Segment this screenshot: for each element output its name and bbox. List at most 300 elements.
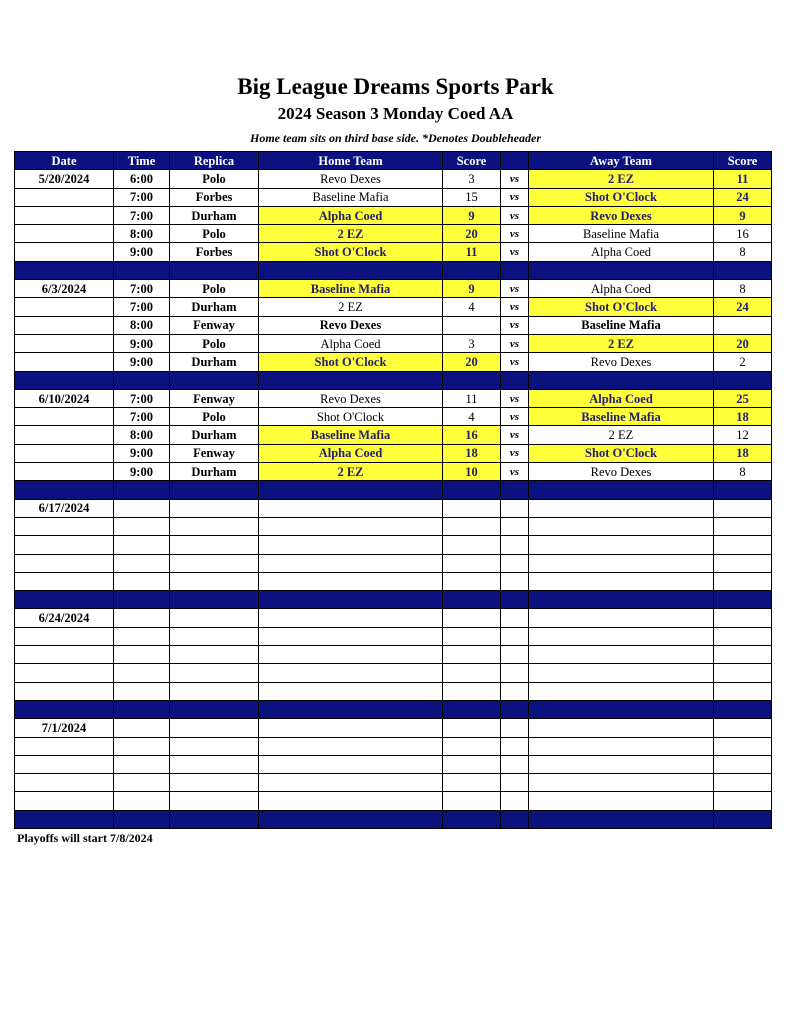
date-cell — [15, 646, 114, 664]
home-team-cell: Alpha Coed — [259, 206, 443, 224]
table-header — [15, 152, 772, 170]
separator-cell — [714, 371, 772, 389]
separator-cell — [501, 261, 529, 279]
date-cell — [15, 298, 114, 316]
table-row — [15, 353, 772, 371]
separator-cell — [170, 810, 259, 828]
time-cell: 9:00 — [114, 334, 170, 352]
away-team-cell — [529, 627, 714, 645]
separator-cell — [259, 700, 443, 718]
home-team-cell — [259, 664, 443, 682]
date-cell — [15, 554, 114, 572]
date-cell — [15, 426, 114, 444]
vs-cell: vs — [501, 353, 529, 371]
away-team-cell — [529, 554, 714, 572]
away-score-cell: 12 — [714, 426, 772, 444]
away-score-cell — [714, 499, 772, 517]
field-cell: Durham — [170, 463, 259, 481]
home-score-cell — [443, 572, 501, 590]
separator-cell — [15, 810, 114, 828]
field-cell: Durham — [170, 206, 259, 224]
home-team-cell: 2 EZ — [259, 463, 443, 481]
vs-cell: vs — [501, 426, 529, 444]
vs-cell — [501, 682, 529, 700]
playoffs-note: Playoffs will start 7/8/2024 — [17, 831, 153, 845]
field-cell — [170, 664, 259, 682]
separator-cell — [714, 481, 772, 499]
time-cell — [114, 774, 170, 792]
home-team-cell: Baseline Mafia — [259, 188, 443, 206]
field-cell — [170, 646, 259, 664]
home-score-cell — [443, 664, 501, 682]
field-cell — [170, 554, 259, 572]
separator-cell — [443, 481, 501, 499]
date-cell — [15, 408, 114, 426]
separator-cell — [443, 810, 501, 828]
date-cell: 6/24/2024 — [15, 609, 114, 627]
separator-cell — [114, 700, 170, 718]
table-row — [15, 737, 772, 755]
week-separator-row — [15, 261, 772, 279]
separator-cell — [501, 371, 529, 389]
away-team-cell — [529, 536, 714, 554]
field-cell — [170, 499, 259, 517]
date-cell — [15, 627, 114, 645]
vs-cell — [501, 664, 529, 682]
time-cell: 9:00 — [114, 243, 170, 261]
separator-cell — [259, 481, 443, 499]
away-score-cell — [714, 719, 772, 737]
home-score-cell: 18 — [443, 444, 501, 462]
away-score-cell — [714, 316, 772, 334]
home-score-cell: 9 — [443, 280, 501, 298]
date-cell — [15, 353, 114, 371]
field-cell — [170, 719, 259, 737]
separator-cell — [15, 481, 114, 499]
home-team-cell: Baseline Mafia — [259, 426, 443, 444]
separator-cell — [114, 810, 170, 828]
home-score-cell: 11 — [443, 389, 501, 407]
field-cell — [170, 774, 259, 792]
away-team-cell — [529, 792, 714, 810]
date-cell — [15, 536, 114, 554]
table-row — [15, 554, 772, 572]
table-row — [15, 719, 772, 737]
field-cell — [170, 627, 259, 645]
vs-cell: vs — [501, 206, 529, 224]
home-score-cell: 10 — [443, 463, 501, 481]
time-cell: 7:00 — [114, 206, 170, 224]
home-team-cell: 2 EZ — [259, 298, 443, 316]
time-cell — [114, 536, 170, 554]
field-cell: Polo — [170, 170, 259, 188]
home-team-cell: Alpha Coed — [259, 444, 443, 462]
date-cell: 5/20/2024 — [15, 170, 114, 188]
time-cell — [114, 646, 170, 664]
table-row — [15, 755, 772, 773]
home-team-cell — [259, 554, 443, 572]
separator-cell — [714, 810, 772, 828]
away-team-cell: Revo Dexes — [529, 353, 714, 371]
table-row — [15, 664, 772, 682]
table-row — [15, 298, 772, 316]
date-cell: 6/10/2024 — [15, 389, 114, 407]
date-cell — [15, 188, 114, 206]
home-team-cell — [259, 517, 443, 535]
away-score-cell: 8 — [714, 243, 772, 261]
home-team-cell — [259, 627, 443, 645]
home-team-cell — [259, 682, 443, 700]
away-team-cell: Revo Dexes — [529, 463, 714, 481]
table-row — [15, 444, 772, 462]
page-subtitle: 2024 Season 3 Monday Coed AA — [277, 104, 514, 123]
table-row — [15, 682, 772, 700]
home-team-cell: Alpha Coed — [259, 334, 443, 352]
date-cell — [15, 206, 114, 224]
separator-cell — [259, 810, 443, 828]
time-cell — [114, 682, 170, 700]
time-cell: 7:00 — [114, 280, 170, 298]
away-score-cell: 8 — [714, 463, 772, 481]
home-team-cell — [259, 609, 443, 627]
table-row — [15, 316, 772, 334]
home-team-cell — [259, 572, 443, 590]
home-score-cell — [443, 627, 501, 645]
table-row — [15, 536, 772, 554]
away-score-cell: 18 — [714, 444, 772, 462]
date-cell: 7/1/2024 — [15, 719, 114, 737]
table-row — [15, 334, 772, 352]
home-team-cell — [259, 755, 443, 773]
away-score-cell — [714, 646, 772, 664]
time-cell — [114, 609, 170, 627]
time-cell: 9:00 — [114, 444, 170, 462]
away-team-cell: Shot O'Clock — [529, 188, 714, 206]
home-score-cell: 20 — [443, 225, 501, 243]
separator-cell — [15, 371, 114, 389]
separator-cell — [501, 591, 529, 609]
away-score-cell — [714, 554, 772, 572]
time-cell: 8:00 — [114, 426, 170, 444]
home-score-cell: 3 — [443, 334, 501, 352]
separator-cell — [529, 261, 714, 279]
date-cell — [15, 517, 114, 535]
vs-cell — [501, 719, 529, 737]
away-team-cell — [529, 609, 714, 627]
away-score-cell — [714, 572, 772, 590]
separator-cell — [170, 261, 259, 279]
column-header-away-team: Away Team — [529, 152, 714, 170]
field-cell — [170, 755, 259, 773]
table-row — [15, 572, 772, 590]
date-cell — [15, 463, 114, 481]
time-cell — [114, 572, 170, 590]
vs-cell: vs — [501, 334, 529, 352]
away-score-cell — [714, 792, 772, 810]
away-team-cell — [529, 682, 714, 700]
separator-cell — [114, 481, 170, 499]
time-cell — [114, 517, 170, 535]
schedule-table — [14, 151, 772, 829]
time-cell — [114, 737, 170, 755]
field-cell — [170, 792, 259, 810]
table-row — [15, 646, 772, 664]
field-cell: Polo — [170, 225, 259, 243]
vs-cell — [501, 554, 529, 572]
date-cell: 6/17/2024 — [15, 499, 114, 517]
home-score-cell — [443, 755, 501, 773]
field-cell — [170, 572, 259, 590]
week-separator-row — [15, 371, 772, 389]
home-score-cell: 9 — [443, 206, 501, 224]
table-row — [15, 792, 772, 810]
home-score-cell: 4 — [443, 408, 501, 426]
away-team-cell: Shot O'Clock — [529, 444, 714, 462]
separator-cell — [170, 700, 259, 718]
away-score-cell: 24 — [714, 188, 772, 206]
separator-cell — [529, 481, 714, 499]
away-team-cell — [529, 572, 714, 590]
date-cell — [15, 572, 114, 590]
time-cell — [114, 719, 170, 737]
vs-cell: vs — [501, 243, 529, 261]
separator-cell — [501, 810, 529, 828]
separator-cell — [529, 810, 714, 828]
date-cell — [15, 737, 114, 755]
home-score-cell — [443, 609, 501, 627]
away-score-cell — [714, 737, 772, 755]
time-cell: 6:00 — [114, 170, 170, 188]
date-cell — [15, 334, 114, 352]
column-header-home-score: Score — [443, 152, 501, 170]
column-header-replica: Replica — [170, 152, 259, 170]
home-score-cell — [443, 792, 501, 810]
separator-cell — [443, 261, 501, 279]
home-score-cell — [443, 517, 501, 535]
date-cell — [15, 444, 114, 462]
vs-cell: vs — [501, 316, 529, 334]
date-cell — [15, 243, 114, 261]
field-cell: Polo — [170, 334, 259, 352]
vs-cell — [501, 517, 529, 535]
time-cell: 7:00 — [114, 408, 170, 426]
table-row — [15, 206, 772, 224]
time-cell — [114, 664, 170, 682]
table-row — [15, 426, 772, 444]
vs-cell — [501, 627, 529, 645]
away-score-cell: 2 — [714, 353, 772, 371]
time-cell — [114, 554, 170, 572]
home-team-cell: Shot O'Clock — [259, 408, 443, 426]
away-team-cell: Baseline Mafia — [529, 225, 714, 243]
away-score-cell: 11 — [714, 170, 772, 188]
home-team-cell — [259, 719, 443, 737]
column-header-date: Date — [15, 152, 114, 170]
vs-cell — [501, 774, 529, 792]
date-cell — [15, 225, 114, 243]
home-team-cell: Shot O'Clock — [259, 353, 443, 371]
home-score-cell: 16 — [443, 426, 501, 444]
table-row — [15, 280, 772, 298]
away-team-cell: Alpha Coed — [529, 389, 714, 407]
away-score-cell — [714, 755, 772, 773]
field-cell — [170, 517, 259, 535]
vs-cell: vs — [501, 408, 529, 426]
field-cell — [170, 737, 259, 755]
home-team-cell: Revo Dexes — [259, 316, 443, 334]
away-score-cell: 25 — [714, 389, 772, 407]
separator-cell — [259, 591, 443, 609]
away-score-cell — [714, 517, 772, 535]
vs-cell — [501, 499, 529, 517]
field-cell: Durham — [170, 353, 259, 371]
separator-cell — [259, 261, 443, 279]
separator-cell — [529, 591, 714, 609]
table-row — [15, 499, 772, 517]
away-score-cell: 18 — [714, 408, 772, 426]
away-score-cell — [714, 682, 772, 700]
column-header-time: Time — [114, 152, 170, 170]
week-separator-row — [15, 700, 772, 718]
away-score-cell — [714, 664, 772, 682]
vs-cell — [501, 755, 529, 773]
table-row — [15, 627, 772, 645]
away-score-cell: 24 — [714, 298, 772, 316]
date-cell — [15, 664, 114, 682]
vs-cell: vs — [501, 389, 529, 407]
separator-cell — [15, 261, 114, 279]
vs-cell: vs — [501, 225, 529, 243]
week-separator-row — [15, 591, 772, 609]
home-score-cell: 3 — [443, 170, 501, 188]
schedule-note: Home team sits on third base side. *Denotes Doubleheader — [250, 131, 541, 145]
home-score-cell — [443, 682, 501, 700]
date-cell — [15, 792, 114, 810]
home-score-cell: 11 — [443, 243, 501, 261]
field-cell: Fenway — [170, 389, 259, 407]
home-team-cell — [259, 536, 443, 554]
field-cell — [170, 536, 259, 554]
table-row — [15, 774, 772, 792]
time-cell — [114, 627, 170, 645]
home-team-cell: Revo Dexes — [259, 389, 443, 407]
field-cell: Durham — [170, 298, 259, 316]
time-cell: 7:00 — [114, 298, 170, 316]
date-cell — [15, 774, 114, 792]
away-team-cell — [529, 517, 714, 535]
away-team-cell — [529, 499, 714, 517]
table-row — [15, 170, 772, 188]
table-row — [15, 243, 772, 261]
vs-cell — [501, 792, 529, 810]
separator-cell — [114, 371, 170, 389]
separator-cell — [114, 261, 170, 279]
separator-cell — [259, 371, 443, 389]
away-team-cell: Revo Dexes — [529, 206, 714, 224]
separator-cell — [443, 591, 501, 609]
home-team-cell — [259, 646, 443, 664]
separator-cell — [443, 371, 501, 389]
home-team-cell: 2 EZ — [259, 225, 443, 243]
table-row — [15, 463, 772, 481]
away-team-cell: Alpha Coed — [529, 243, 714, 261]
date-cell — [15, 316, 114, 334]
away-team-cell — [529, 737, 714, 755]
home-team-cell: Revo Dexes — [259, 170, 443, 188]
away-score-cell: 9 — [714, 206, 772, 224]
away-score-cell — [714, 774, 772, 792]
table-row — [15, 609, 772, 627]
away-team-cell: 2 EZ — [529, 334, 714, 352]
time-cell: 7:00 — [114, 389, 170, 407]
date-cell — [15, 755, 114, 773]
field-cell: Polo — [170, 280, 259, 298]
separator-cell — [170, 371, 259, 389]
separator-cell — [15, 700, 114, 718]
time-cell — [114, 792, 170, 810]
away-score-cell — [714, 627, 772, 645]
page-title: Big League Dreams Sports Park — [237, 74, 554, 99]
home-team-cell — [259, 737, 443, 755]
time-cell: 8:00 — [114, 316, 170, 334]
separator-cell — [714, 591, 772, 609]
vs-cell — [501, 536, 529, 554]
away-team-cell — [529, 774, 714, 792]
home-score-cell — [443, 554, 501, 572]
away-team-cell: Alpha Coed — [529, 280, 714, 298]
home-score-cell: 4 — [443, 298, 501, 316]
home-team-cell — [259, 499, 443, 517]
home-team-cell — [259, 774, 443, 792]
field-cell: Durham — [170, 426, 259, 444]
vs-cell: vs — [501, 298, 529, 316]
home-score-cell: 20 — [443, 353, 501, 371]
separator-cell — [15, 591, 114, 609]
separator-cell — [170, 591, 259, 609]
vs-cell — [501, 646, 529, 664]
table-row — [15, 408, 772, 426]
vs-cell: vs — [501, 170, 529, 188]
vs-cell: vs — [501, 188, 529, 206]
away-team-cell: Baseline Mafia — [529, 316, 714, 334]
home-score-cell — [443, 646, 501, 664]
time-cell: 8:00 — [114, 225, 170, 243]
table-row — [15, 188, 772, 206]
home-team-cell: Shot O'Clock — [259, 243, 443, 261]
date-cell — [15, 682, 114, 700]
away-team-cell: 2 EZ — [529, 170, 714, 188]
field-cell: Fenway — [170, 444, 259, 462]
home-team-cell: Baseline Mafia — [259, 280, 443, 298]
home-score-cell — [443, 737, 501, 755]
column-header-vs — [501, 152, 529, 170]
column-header-home-team: Home Team — [259, 152, 443, 170]
home-score-cell — [443, 316, 501, 334]
home-score-cell — [443, 499, 501, 517]
vs-cell: vs — [501, 280, 529, 298]
away-team-cell — [529, 719, 714, 737]
away-team-cell: Baseline Mafia — [529, 408, 714, 426]
separator-cell — [443, 700, 501, 718]
home-score-cell — [443, 719, 501, 737]
time-cell — [114, 499, 170, 517]
away-team-cell: Shot O'Clock — [529, 298, 714, 316]
vs-cell: vs — [501, 463, 529, 481]
field-cell: Forbes — [170, 188, 259, 206]
separator-cell — [714, 700, 772, 718]
away-team-cell — [529, 646, 714, 664]
vs-cell — [501, 609, 529, 627]
